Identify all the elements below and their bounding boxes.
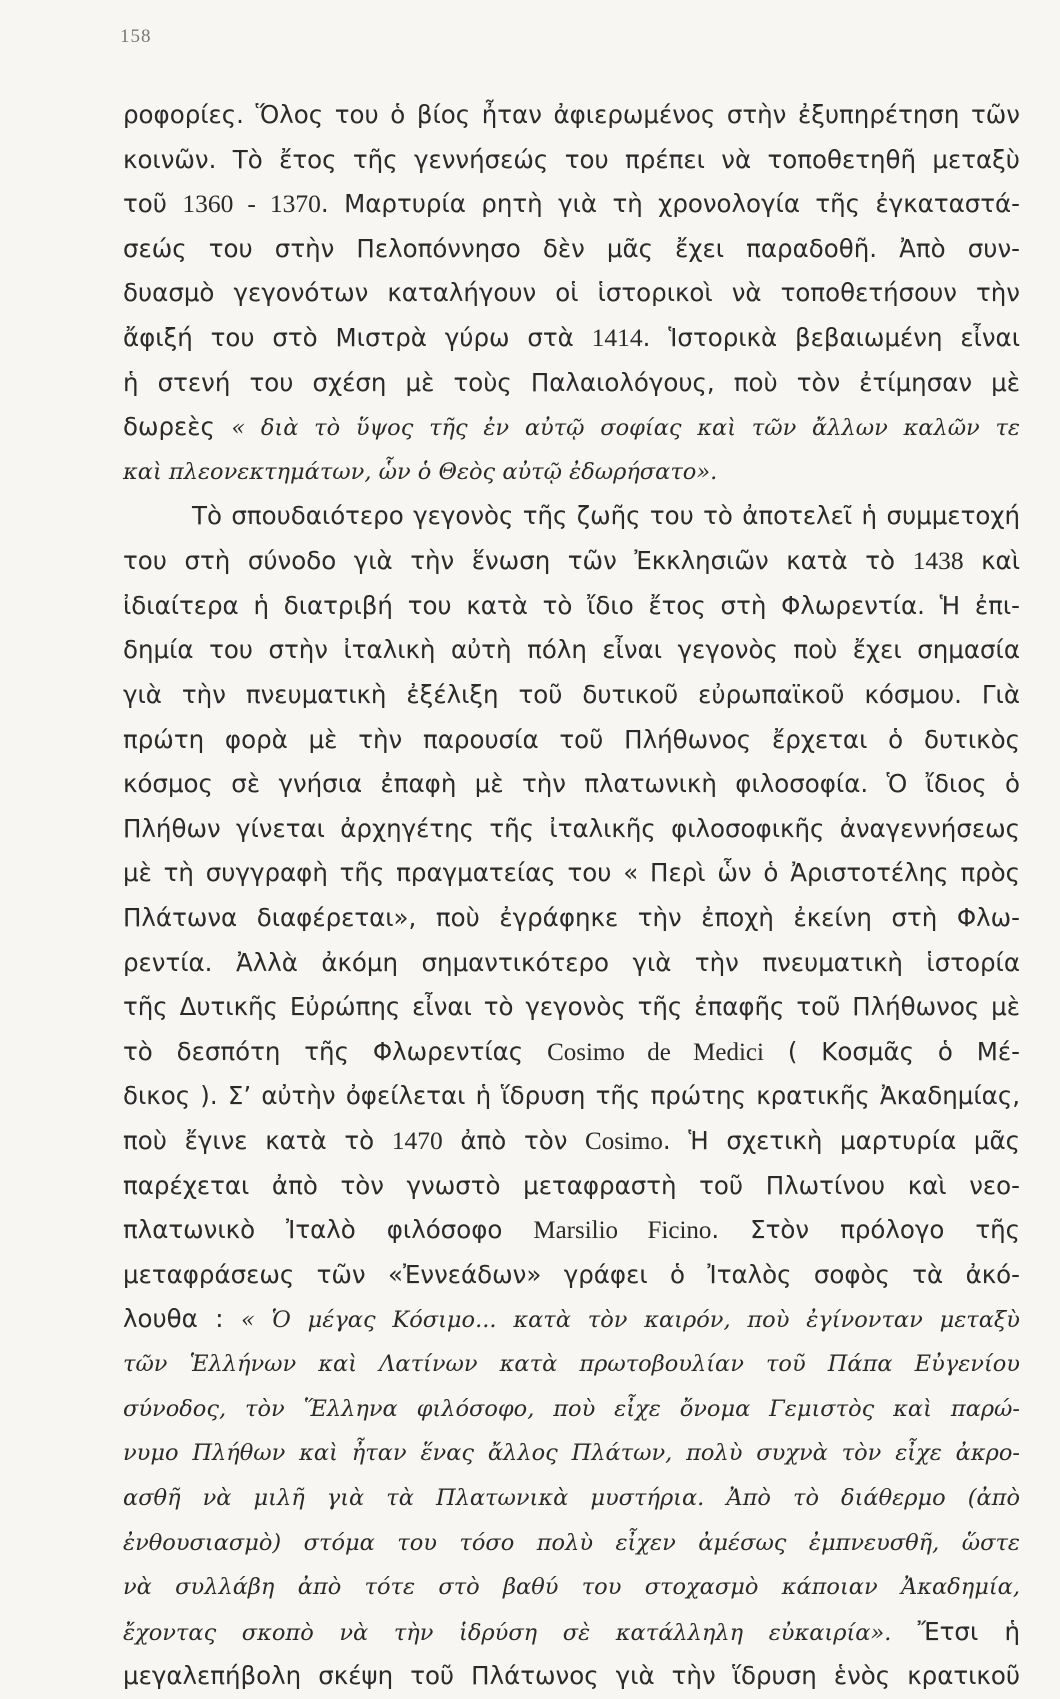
text-segment: ἔχοντας σκοπὸ νὰ τὴν ἱδρύση σὲ κατάλληλη εὐκαιρία».	[123, 1619, 892, 1646]
text-line: ἰδιαίτερα ἡ διατριβή του κατὰ τὸ ἴδιο ἔτος στὴ Φλωρεντία. Ἡ ἐπι-	[123, 590, 1020, 620]
text-segment: ( Κοσμᾶς ὁ Μέ-	[763, 1036, 1020, 1066]
text-line: σεώς του στὴν Πελοπόννησο δὲν μᾶς ἔχει παραδοθῆ. Ἀπὸ συν-	[123, 233, 1020, 263]
text-segment: 1470	[391, 1126, 443, 1156]
text-segment: . Μαρτυρία ρητὴ γιὰ τὴ χρονολογία τῆς ἐγκαταστά-	[320, 189, 1020, 219]
text-segment: . Ἡ σχετικὴ μαρτυρία μᾶς	[662, 1126, 1020, 1156]
text-segment: τοῦ	[123, 189, 183, 219]
text-line: μεταφράσεως τῶν «Ἐννεάδων» γράφει ὁ Ἰταλὸς σοφὸς τὰ ἀκό-	[123, 1259, 1020, 1289]
text-line: ροφορίες. Ὅλος του ὁ βίος ἦταν ἀφιερωμένος στὴν ἐξυπηρέτηση τῶν	[123, 100, 1020, 129]
text-segment: 1414	[591, 323, 643, 353]
text-line: τῆς Δυτικῆς Εὐρώπης εἶναι τὸ γεγονὸς τῆς ἐπαφῆς τοῦ Πλήθωνος μὲ	[123, 992, 1020, 1022]
text-segment: Cosimo de Medici	[547, 1038, 764, 1066]
text-segment: « διὰ τὸ ὕψος τῆς ἐν αὐτῷ σοφίας καὶ τῶν ἄλλων καλῶν τε	[231, 415, 1020, 442]
text-segment: δωρεὲς	[123, 412, 232, 442]
text-segment: Cosimo	[585, 1128, 663, 1156]
text-line	[123, 1610, 1020, 1655]
text-segment: 1438	[912, 546, 964, 576]
text-segment: Marsilio Ficino	[533, 1217, 712, 1245]
body-text	[123, 93, 1020, 1699]
text-segment: 1360 - 1370	[182, 189, 321, 219]
text-line: ἐνθουσιασμὸ) στόμα του τόσο πολὺ εἶχεν ἀμέσως ἐμπνευσθῆ, ὥστε	[123, 1529, 1020, 1556]
text-segment: ἄφιξή του στὸ Μιστρὰ γύρω στὰ	[123, 323, 592, 353]
text-segment: του στὴ σύνοδο γιὰ τὴν ἕνωση τῶν Ἐκκλησιῶν κατὰ τὸ	[123, 546, 913, 576]
text-line	[123, 1030, 1020, 1075]
text-line: ασθῆ νὰ μιλῆ γιὰ τὰ Πλατωνικὰ μυστήρια. Ἀπὸ τὸ διάθερμο (ἀπὸ	[123, 1484, 1020, 1511]
text-segment: καὶ	[963, 546, 1020, 576]
text-line	[123, 1297, 1020, 1342]
page-number: 158	[120, 26, 152, 47]
text-line: δυασμὸ γεγονότων καταλήγουν οἱ ἱστορικοὶ νὰ τοποθετήσουν τὴν	[123, 278, 1020, 308]
text-segment: ποὺ ἔγινε κατὰ τὸ	[123, 1126, 392, 1156]
text-segment: λουθα :	[123, 1304, 241, 1334]
text-line: Πλήθων γίνεται ἀρχηγέτης τῆς ἰταλικῆς φιλοσοφικῆς ἀναγεννήσεως	[123, 813, 1020, 843]
text-line: κοινῶν. Τὸ ἔτος τῆς γεννήσεώς του πρέπει νὰ τοποθετηθῆ μεταξὺ	[123, 144, 1020, 174]
text-segment: πλατωνικὸ Ἰταλὸ φιλόσοφο	[123, 1215, 534, 1245]
text-line: πρώτη φορὰ μὲ τὴν παρουσία τοῦ Πλήθωνος ἔρχεται ὁ δυτικὸς	[123, 724, 1020, 754]
text-line	[123, 316, 1020, 361]
text-line	[123, 1119, 1020, 1164]
text-line: νυμο Πλήθων καὶ ἦταν ἕνας ἄλλος Πλάτων, πολὺ συχνὰ τὸν εἶχε ἀκρο-	[123, 1440, 1020, 1467]
text-line: δικος ). Σ’ αὐτὴν ὀφείλεται ἡ ἵδρυση τῆς πρώτης κρατικῆς Ἀκαδημίας,	[123, 1081, 1020, 1111]
text-segment: τὸ δεσπότη τῆς Φλωρεντίας	[123, 1036, 548, 1066]
text-line: κόσμος σὲ γνήσια ἐπαφὴ μὲ τὴν πλατωνικὴ φιλοσοφία. Ὁ ἴδιος ὁ	[123, 769, 1020, 799]
text-segment: . Στὸν πρόλογο τῆς	[711, 1215, 1020, 1245]
text-line: γιὰ τὴν πνευματικὴ ἐξέλιξη τοῦ δυτικοῦ εὐρωπαϊκοῦ κόσμου. Γιὰ	[123, 679, 1020, 709]
text-line: σύνοδος, τὸν Ἕλληνα φιλόσοφο, ποὺ εἶχε ὄνομα Γεμιστὸς καὶ παρώ-	[123, 1395, 1020, 1422]
text-line: ρεντία. Ἀλλὰ ἀκόμη σημαντικότερο γιὰ τὴν πνευματικὴ ἱστορία	[123, 947, 1020, 977]
text-line: Τὸ σπουδαιότερο γεγονὸς τῆς ζωῆς του τὸ ἀποτελεῖ ἡ συμμετοχή	[192, 501, 1020, 531]
text-segment: « Ὁ μέγας Κόσιμο... κατὰ τὸν καιρόν, ποὺ ἐγίνονταν μεταξὺ	[240, 1307, 1020, 1334]
text-line	[123, 1208, 1020, 1253]
text-line: παρέχεται ἀπὸ τὸν γνωστὸ μεταφραστὴ τοῦ Πλωτίνου καὶ νεο-	[123, 1170, 1020, 1200]
text-segment: . Ἱστορικὰ βεβαιωμένη εἶναι	[642, 323, 1020, 353]
text-line: καὶ πλεονεκτημάτων, ὧν ὁ Θεὸς αὐτῷ ἐδωρήσατο».	[123, 458, 718, 485]
text-line	[123, 539, 1020, 584]
text-line: τῶν Ἑλλήνων καὶ Λατίνων κατὰ πρωτοβουλίαν τοῦ Πάπα Εὐγενίου	[123, 1351, 1020, 1378]
text-line: μεγαλεπήβολη σκέψη τοῦ Πλάτωνος γιὰ τὴν ἵδρυση ἑνὸς κρατικοῦ	[123, 1661, 1020, 1691]
text-line: ἡ στενή του σχέση μὲ τοὺς Παλαιολόγους, ποὺ τὸν ἐτίμησαν μὲ	[123, 367, 1020, 397]
text-line: νὰ συλλάβη ἀπὸ τότε στὸ βαθύ του στοχασμὸ κάποιαν Ἀκαδημία,	[123, 1574, 1020, 1601]
text-line	[123, 405, 1020, 450]
text-segment: ἀπὸ τὸν	[442, 1126, 586, 1156]
text-line: μὲ τὴ συγγραφὴ τῆς πραγματείας του « Περὶ ὧν ὁ Ἀριστοτέλης πρὸς	[123, 858, 1020, 888]
text-line	[123, 182, 1020, 227]
text-segment: Ἔτσι ἡ	[891, 1616, 1021, 1646]
text-line: δημία του στὴν ἰταλικὴ αὐτὴ πόλη εἶναι γεγονὸς ποὺ ἔχει σημασία	[123, 635, 1020, 665]
text-line: Πλάτωνα διαφέρεται», ποὺ ἐγράφηκε τὴν ἐποχὴ ἐκείνη στὴ Φλω-	[123, 902, 1020, 932]
